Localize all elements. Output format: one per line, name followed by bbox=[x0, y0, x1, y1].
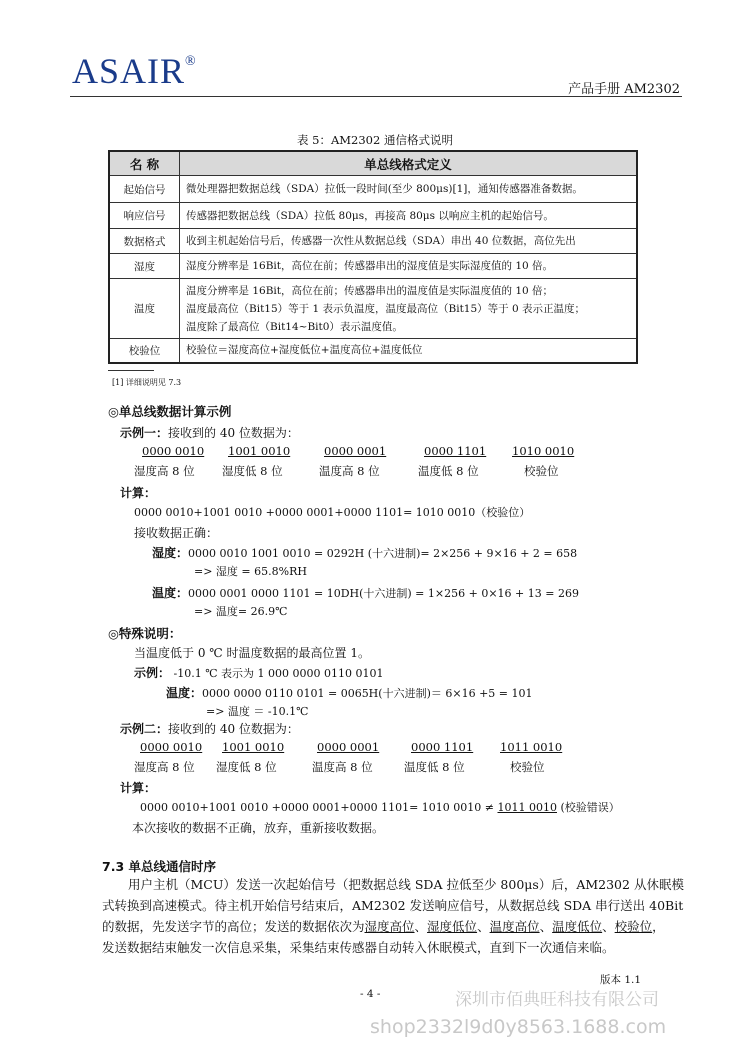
row-definition: 传感器把数据总线（SDA）拉低 80μs，再接高 80μs 以响应主机的起始信号。 bbox=[180, 203, 638, 229]
row-definition: 校验位＝湿度高位+湿度低位+温度高位+温度低位 bbox=[180, 339, 638, 363]
checksum-calc-error: 0000 0010+1001 0010 +0000 0001+0000 1101= 1010 0010 ≠ 1011 0010 (校验错误） bbox=[140, 801, 620, 814]
table-row bbox=[109, 176, 637, 203]
byte-label: 校验位 bbox=[510, 760, 545, 774]
row-name: 数据格式 bbox=[109, 229, 180, 254]
row-definition: 微处理器把数据总线（SDA）拉低一段时间(至少 800μs)[1]，通知传感器准备数据。 bbox=[180, 176, 638, 203]
special-temperature-result: => 温度 ＝ -10.1℃ bbox=[206, 705, 309, 718]
checksum-calc: 0000 0010+1001 0010 +0000 0001+0000 1101= 1010 0010（校验位） bbox=[134, 506, 531, 519]
header-divider bbox=[70, 96, 682, 97]
byte-label: 湿度低 8 位 bbox=[216, 760, 277, 774]
byte-label: 温度高 8 位 bbox=[319, 464, 380, 478]
version-label: 版本 1.1 bbox=[600, 974, 642, 986]
data-byte: 1001 0010 bbox=[228, 444, 291, 458]
byte-label: 温度低 8 位 bbox=[418, 464, 479, 478]
table-header-row bbox=[109, 151, 637, 176]
table-row bbox=[109, 339, 637, 363]
byte-label: 温度高 8 位 bbox=[312, 760, 373, 774]
watermark-company: 深圳市佰典旺科技有限公司 bbox=[455, 990, 659, 1010]
row-name: 校验位 bbox=[109, 339, 180, 363]
brand-logo: ASAIR® bbox=[72, 51, 197, 91]
byte-label: 温度低 8 位 bbox=[404, 760, 465, 774]
table-row bbox=[109, 254, 637, 279]
section-heading: 7.3 单总线通信时序 bbox=[102, 859, 216, 874]
watermark-url: shop2332l9d0y8563.1688.com bbox=[370, 1016, 667, 1038]
page-number: - 4 - bbox=[360, 988, 381, 1000]
row-name: 温度 bbox=[109, 279, 180, 339]
row-definition: 湿度分辨率是 16Bit，高位在前；传感器串出的湿度值是实际湿度值的 10 倍。 bbox=[180, 254, 638, 279]
example-section-title: ◎单总线数据计算示例 bbox=[108, 404, 232, 419]
temperature-result: => 温度= 26.9℃ bbox=[194, 605, 288, 618]
document-title: 产品手册 AM2302 bbox=[568, 82, 680, 97]
table-caption: 表 5：AM2302 通信格式说明 bbox=[297, 133, 453, 147]
special-example: 示例： -10.1 ℃ 表示为 1 000 0000 0110 0101 bbox=[134, 666, 384, 680]
table-row bbox=[109, 279, 637, 339]
humidity-calc: 湿度：0000 0010 1001 0010 = 0292H (十六进制)= 2×256 + 9×16 + 2 = 658 bbox=[152, 546, 578, 560]
data-byte: 0000 0001 bbox=[317, 740, 380, 754]
data-byte: 0000 0001 bbox=[324, 444, 387, 458]
footnote: [1] 详细说明见 7.3 bbox=[112, 378, 182, 387]
row-definition: 温度分辨率是 16Bit，高位在前；传感器串出的温度值是实际温度值的 10 倍； 温度最高位（Bit15）等于 1 表示负温度，温度最高位（Bit15）等于 0 表示正温度； 温度除了最高位（Bit14~Bit0）表示温度值。 bbox=[180, 279, 638, 339]
data-byte: 1011 0010 bbox=[500, 740, 563, 754]
example1-heading: 示例一：接收到的 40 位数据为： bbox=[120, 426, 299, 440]
special-temperature-calc: 温度：0000 0000 0110 0101 = 0065H(十六进制)＝ 6×16 +5 = 101 bbox=[166, 686, 533, 700]
row-definition: 收到主机起始信号后，传感器一次性从数据总线（SDA）串出 40 位数据，高位先出 bbox=[180, 229, 638, 254]
paragraph-line: 发送数据结束触发一次信息采集，采集结束传感器自动转入休眠模式，直到下一次通信来临。 bbox=[102, 940, 615, 955]
byte-label: 湿度高 8 位 bbox=[134, 464, 195, 478]
data-byte: 1001 0010 bbox=[222, 740, 285, 754]
data-byte: 0000 0010 bbox=[140, 740, 203, 754]
example2-heading: 示例二：接收到的 40 位数据为： bbox=[120, 722, 299, 736]
paragraph-line: 用户主机（MCU）发送一次起始信号（把数据总线 SDA 拉低至少 800μs）后，AM2302 从休眠模 bbox=[128, 877, 684, 892]
column-header-definition: 单总线格式定义 bbox=[180, 151, 638, 176]
row-name: 起始信号 bbox=[109, 176, 180, 203]
row-name: 湿度 bbox=[109, 254, 180, 279]
special-note-title: ◎特殊说明： bbox=[108, 626, 182, 641]
calc-label: 计算： bbox=[120, 781, 157, 795]
special-note-text: 当温度低于 0 ℃ 时温度数据的最高位置 1。 bbox=[134, 646, 370, 660]
table-row bbox=[109, 229, 637, 254]
calc-label: 计算： bbox=[120, 486, 157, 500]
data-byte: 0000 1101 bbox=[424, 444, 487, 458]
data-byte: 1010 0010 bbox=[512, 444, 575, 458]
error-result-text: 本次接收的数据不正确，放弃，重新接收数据。 bbox=[132, 821, 385, 835]
data-byte: 0000 0010 bbox=[142, 444, 205, 458]
received-ok-text: 接收数据正确： bbox=[134, 526, 219, 540]
byte-label: 湿度低 8 位 bbox=[222, 464, 283, 478]
format-table bbox=[108, 150, 638, 364]
row-name: 响应信号 bbox=[109, 203, 180, 229]
column-header-name: 名 称 bbox=[109, 151, 180, 176]
table-row bbox=[109, 203, 637, 229]
byte-label: 湿度高 8 位 bbox=[134, 760, 195, 774]
humidity-result: => 湿度 = 65.8%RH bbox=[194, 565, 307, 578]
paragraph-line: 式转换到高速模式。待主机开始信号结束后，AM2302 发送响应信号，从数据总线 SDA 串行送出 40Bit bbox=[102, 898, 684, 913]
paragraph-line: 的数据，先发送字节的高位；发送的数据依次为湿度高位、湿度低位、温度高位、温度低位、校验位， bbox=[102, 919, 665, 934]
footnote-divider bbox=[108, 370, 154, 371]
byte-label: 校验位 bbox=[524, 464, 559, 478]
data-byte: 0000 1101 bbox=[411, 740, 474, 754]
temperature-calc: 温度：0000 0001 0000 1101 = 10DH(十六进制) = 1×256 + 0×16 + 13 = 269 bbox=[152, 586, 579, 600]
